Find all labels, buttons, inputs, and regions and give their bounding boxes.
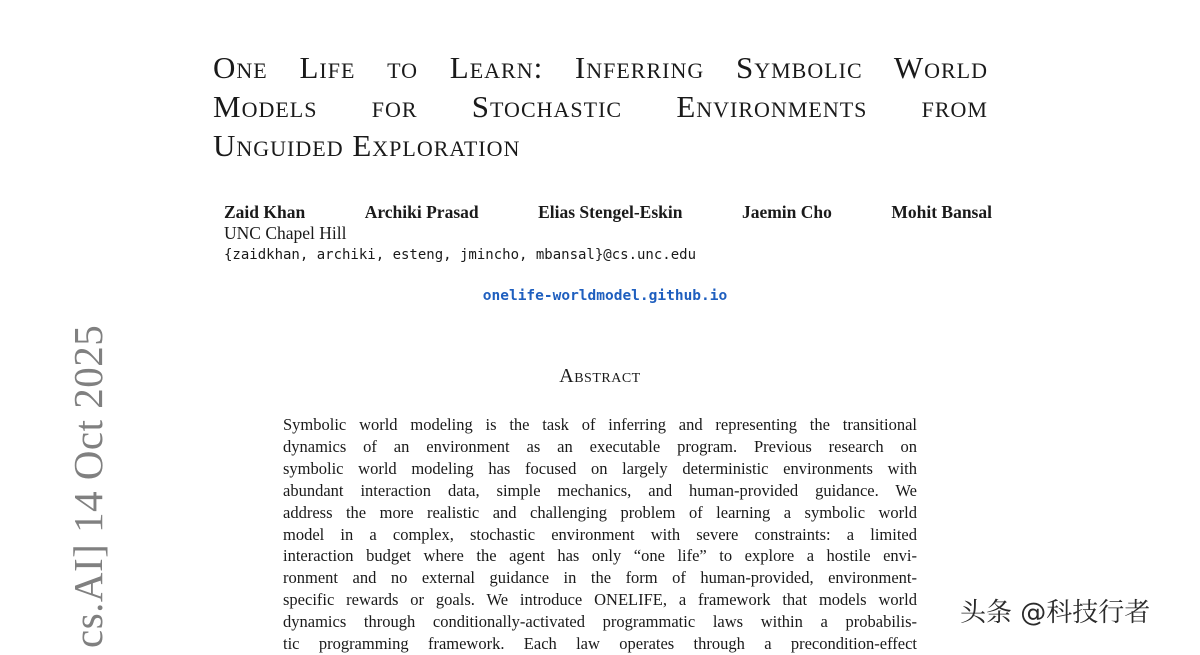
arxiv-identifier-stamp: cs.AI] 14 Oct 2025 [65,324,111,648]
affiliation: UNC Chapel Hill [224,223,347,243]
source-watermark: 头条 @科技行者 [960,598,1151,628]
author-name: Jaemin Cho [741,202,832,222]
abstract-heading: Abstract [559,365,641,387]
abstract-line: Symbolic world modeling is the task of inferring and representing the transitional [283,415,917,434]
title-line-1: One Life to Learn: Inferring Symbolic World [213,50,988,85]
title-line-2: Models for Stochastic Environments from [213,89,988,124]
author-list [224,201,992,223]
author-emails: {zaidkhan, archiki, esteng, jmincho, mbansal}@cs.unc.edu [224,247,697,263]
abstract-line: abundant interaction data, simple mechanics, and human-provided guidance. We [283,480,917,500]
abstract-line: tic programming framework. Each law operates through a precondition-effect [283,634,917,654]
project-url-link[interactable]: onelife-worldmodel.github.io [482,288,728,304]
abstract-line: dynamics of an environment as an executable program. Previous research on [283,436,917,456]
paper-title [213,48,988,165]
abstract-line: address the more realistic and challenging problem of learning a symbolic world [283,502,917,522]
abstract-line: dynamics through conditionally-activated programmatic laws within a probabilis- [283,612,917,632]
author-name: Archiki Prasad [364,202,479,222]
author-name: Elias Stengel-Eskin [538,202,683,222]
title-line-3: Unguided Exploration [213,128,521,163]
author-name: Mohit Bansal [891,202,992,222]
author-name: Zaid Khan [224,202,306,222]
abstract-line: interaction budget where the agent has only “one life” to explore a hostile envi- [283,546,917,566]
abstract-line: ronment and no external guidance in the form of human-provided, environment- [283,568,917,588]
abstract-line: symbolic world modeling has focused on largely deterministic environments with [283,458,917,478]
abstract-body [283,414,917,655]
abstract-line: model in a complex, stochastic environment with severe constraints: a limited [283,524,917,544]
abstract-line: specific rewards or goals. We introduce ONELIFE, a framework that models world [283,590,917,610]
